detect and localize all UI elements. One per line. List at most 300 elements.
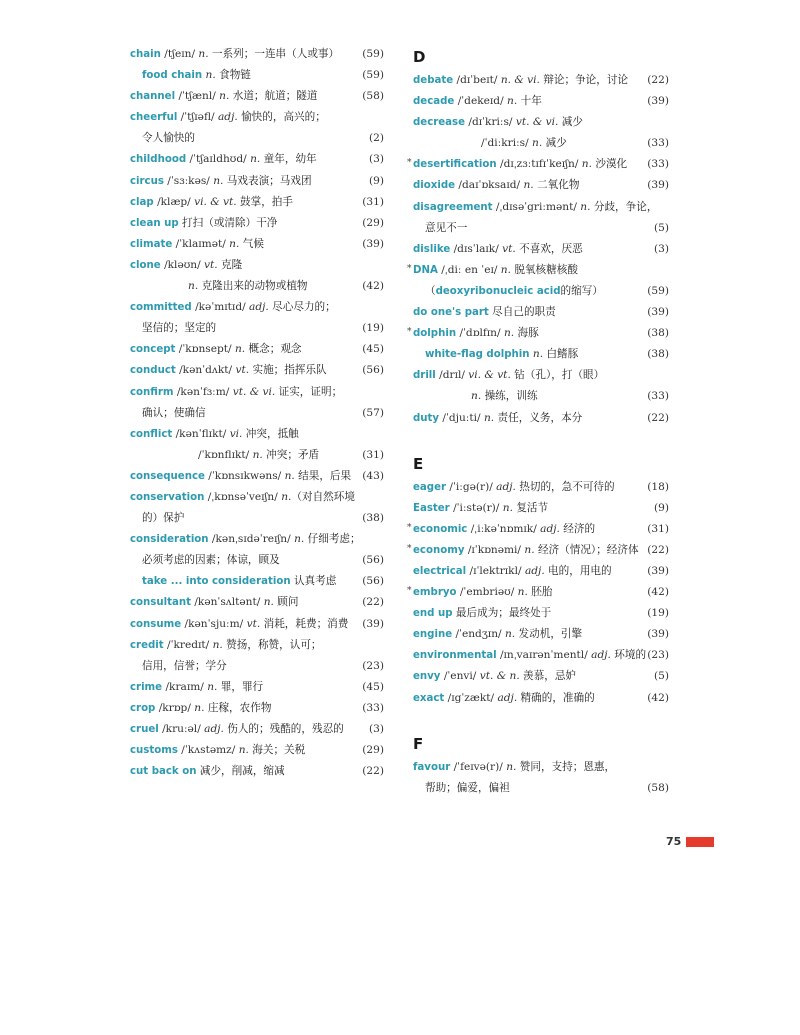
definition: 减少，削减，缩减 (196, 765, 285, 778)
glossary-entry (130, 128, 384, 149)
part-of-speech: n. (229, 237, 240, 250)
definition-cont: 的缩写） (560, 284, 603, 297)
glossary-entry (130, 255, 384, 276)
phonetic: /ˈkɒnsept/ (175, 343, 235, 356)
entry-text (413, 91, 542, 112)
part-of-speech: n. (281, 490, 292, 503)
part-of-speech: n. (213, 174, 224, 187)
unit-page-ref: (22) (362, 596, 384, 609)
glossary-entry (407, 260, 669, 281)
definition: 鼓掌，拍手 (236, 195, 293, 208)
part-of-speech: adj. (249, 301, 269, 314)
unit-page-ref: (42) (647, 586, 669, 599)
entry-text (413, 70, 628, 91)
phonetic: /klæp/ (153, 195, 195, 208)
section-letter-heading: F (413, 734, 424, 753)
entry-text (142, 128, 195, 149)
unit-page-ref: (29) (362, 216, 384, 229)
definition: 白鳍豚 (543, 348, 579, 361)
glossary-entry (407, 582, 669, 603)
unit-page-ref: (22) (647, 411, 669, 424)
entry-text (413, 582, 552, 603)
definition: 令人愉快的 (142, 132, 195, 145)
glossary-entry (413, 112, 669, 133)
unit-page-ref: (59) (362, 69, 384, 82)
unit-page-ref: (23) (362, 659, 384, 672)
entry-text (130, 677, 263, 698)
unit-page-ref: (56) (362, 364, 384, 377)
definition: （ (425, 284, 436, 297)
part-of-speech: n. (532, 137, 543, 150)
unit-page-ref: (3) (653, 242, 669, 255)
headword-inline: deoxyribonucleic acid (435, 285, 561, 297)
phonetic: /kləʊn/ (160, 258, 205, 271)
phonetic: /ˌkɒnsəˈveɪʃn/ (204, 490, 282, 503)
definition: 罪，罪行 (217, 680, 264, 693)
unit-page-ref: (19) (647, 607, 669, 620)
definition: 责任，义务，本分 (494, 411, 583, 424)
unit-page-ref: (31) (362, 195, 384, 208)
glossary-entry (130, 677, 384, 698)
glossary-entry (413, 239, 669, 260)
entry-star-marker: * (407, 327, 412, 338)
phonetic: /kəˈmɪtɪd/ (191, 301, 250, 314)
definition: 发动机，引擎 (515, 628, 583, 641)
part-of-speech: n. (502, 501, 513, 514)
glossary-entry (130, 719, 384, 740)
unit-page-ref: (33) (362, 701, 384, 714)
entry-text (130, 382, 342, 403)
glossary-entry (130, 149, 384, 170)
headword: cut back on (130, 766, 197, 778)
glossary-entry (413, 91, 669, 112)
glossary-entry (413, 778, 669, 799)
unit-page-ref: (59) (647, 284, 669, 297)
entry-text (425, 344, 578, 365)
headword: disagreement (413, 201, 493, 213)
headword: economic (413, 523, 468, 535)
entry-text (413, 561, 612, 582)
part-of-speech: n. (506, 760, 517, 773)
glossary-entry (130, 171, 384, 192)
definition: 最后成为；最终处于 (452, 607, 552, 620)
definition: 钻（孔），打（眼） (510, 369, 605, 382)
part-of-speech: adj. (524, 564, 545, 577)
glossary-entry (130, 550, 384, 571)
entry-text (471, 386, 538, 407)
definition: 童年，幼年 (260, 153, 317, 166)
part-of-speech: n. (202, 69, 216, 82)
entry-text (413, 498, 548, 519)
definition: 打扫（或清除）干净 (178, 216, 278, 229)
entry-text (130, 44, 339, 65)
part-of-speech: n. (580, 200, 591, 213)
part-of-speech: vt. & n. (479, 670, 520, 683)
section-letter-heading: E (413, 454, 424, 473)
phonetic: /ˈembriəʊ/ (456, 586, 518, 599)
phonetic: /drɪl/ (435, 369, 469, 382)
glossary-entry (130, 318, 384, 339)
definition: 减少 (558, 116, 583, 129)
glossary-entry (413, 477, 669, 498)
phonetic: /dɪˌzɜːtɪfɪˈkeɪʃn/ (496, 158, 582, 171)
definition: 认真考虑 (290, 575, 337, 588)
headword: exact (413, 692, 445, 704)
entry-text (413, 302, 556, 323)
entry-text (413, 365, 604, 386)
headword: climate (130, 238, 173, 250)
glossary-entry (130, 234, 384, 255)
definition: 的）保护 (142, 512, 185, 525)
unit-page-ref: (33) (647, 158, 669, 171)
glossary-entry (413, 365, 669, 386)
unit-page-ref: (23) (647, 649, 669, 662)
phonetic: /kənˈdʌkt/ (175, 364, 236, 377)
headword: DNA (413, 264, 438, 276)
headword: decrease (413, 117, 466, 129)
entry-text (188, 276, 308, 297)
headword: envy (413, 671, 441, 683)
definition: 热切的，急不可待的 (515, 480, 615, 493)
section-gap (413, 429, 669, 451)
headword: duty (413, 412, 440, 424)
entry-star-marker: * (407, 158, 412, 169)
part-of-speech: n. (507, 95, 518, 108)
glossary-entry (413, 666, 669, 687)
unit-page-ref: (22) (647, 74, 669, 86)
glossary-entry (130, 403, 384, 424)
glossary-entry (130, 86, 384, 107)
definition: 消耗，耗费；消费 (260, 617, 349, 630)
glossary-entry (130, 592, 384, 613)
part-of-speech: adj. (217, 111, 238, 124)
part-of-speech: n. (284, 469, 295, 482)
phonetic: /ˈiːstə(r)/ (449, 501, 503, 514)
unit-page-ref: (31) (362, 448, 384, 461)
unit-page-ref: (38) (647, 348, 669, 361)
glossary-entry (413, 498, 669, 519)
unit-page-ref: (18) (647, 480, 669, 493)
entry-text (413, 603, 551, 624)
entry-text (413, 197, 657, 218)
entry-text (130, 635, 322, 656)
glossary-entry (130, 382, 384, 403)
entry-text (130, 339, 302, 360)
entry-text (142, 318, 216, 339)
definition: 证实，证明； (275, 385, 343, 398)
glossary-entry (413, 645, 669, 666)
unit-page-ref: (39) (647, 95, 669, 108)
part-of-speech: vt. (235, 364, 250, 377)
phonetic: /ˈkɒnflɪkt/ (198, 448, 253, 461)
entry-text (130, 698, 271, 719)
entry-text (413, 540, 639, 561)
phonetic: /krɒp/ (155, 701, 195, 714)
headword: confirm (130, 386, 174, 398)
headword: clean up (130, 217, 179, 229)
entry-text (142, 403, 206, 424)
definition: 一系列；一连串（人或事） (208, 48, 340, 60)
glossary-entry (130, 614, 384, 635)
entry-text (413, 154, 627, 175)
unit-page-ref: (39) (647, 179, 669, 192)
definition: 结果，后果 (294, 469, 352, 482)
headword: conduct (130, 365, 176, 377)
part-of-speech: n. (294, 533, 305, 546)
glossary-entry (130, 740, 384, 761)
headword: white-flag dolphin (425, 349, 530, 361)
part-of-speech: vt. (204, 258, 218, 271)
definition: 操练，训练 (481, 390, 538, 403)
definition: 冲突，抵触 (242, 427, 299, 440)
glossary-entry (413, 624, 669, 645)
part-of-speech: n. (471, 390, 482, 403)
headword: consideration (130, 534, 209, 546)
definition: 食物链 (215, 69, 251, 82)
entry-text (130, 171, 312, 192)
entry-text (413, 645, 646, 666)
definition: 仔细考虑； (304, 533, 361, 546)
definition: 气候 (239, 237, 264, 250)
entry-text (481, 133, 567, 154)
glossary-entry (413, 197, 669, 218)
headword: economy (413, 544, 465, 556)
glossary-entry (413, 688, 669, 709)
definition: 赞扬，称赞，认可； (222, 638, 322, 651)
part-of-speech: vt. (246, 617, 261, 630)
glossary-entry (413, 408, 669, 429)
entry-text (130, 192, 293, 213)
glossary-entry (413, 70, 669, 91)
entry-text (130, 255, 242, 276)
unit-page-ref: (3) (368, 723, 384, 735)
entry-text (130, 234, 264, 255)
part-of-speech: n. (483, 411, 495, 424)
definition: 信用，信誉；学分 (142, 659, 227, 672)
unit-page-ref: (42) (647, 691, 669, 704)
part-of-speech: n. (263, 596, 274, 609)
definition: 羡慕，忌妒 (519, 670, 577, 683)
headword: drill (413, 370, 436, 382)
unit-page-ref: (39) (647, 564, 669, 577)
definition: 实施；指挥乐队 (249, 364, 327, 377)
phonetic: /ˈdjuːti/ (439, 411, 484, 424)
definition: 复活节 (512, 501, 549, 514)
glossary-entry (413, 281, 669, 302)
headword: dioxide (413, 180, 456, 192)
definition: 胚胎 (527, 586, 553, 599)
entry-text (142, 508, 184, 529)
entry-text (413, 666, 576, 687)
entry-text (413, 757, 615, 778)
part-of-speech: vi. & vt. (194, 195, 237, 208)
unit-page-ref: (56) (362, 554, 384, 567)
headword: conflict (130, 428, 173, 440)
phonetic: /tʃeɪn/ (160, 48, 199, 60)
headword: conservation (130, 491, 205, 503)
entry-text (413, 477, 615, 498)
glossary-entry (130, 297, 384, 318)
headword: customs (130, 745, 178, 757)
definition: 必须考虑的因素；体谅，顾及 (142, 554, 280, 567)
phonetic: /ˈsɜːkəs/ (163, 174, 214, 187)
definition: 克隆 (217, 258, 243, 271)
glossary-entry (130, 698, 384, 719)
phonetic: /kənˈsjuːm/ (181, 617, 247, 630)
entry-text (130, 761, 285, 782)
glossary-entry (130, 65, 384, 86)
definition: 辩论；争论，讨论 (539, 74, 629, 86)
glossary-entry (413, 175, 669, 196)
glossary-entry (413, 561, 669, 582)
headword: dislike (413, 243, 451, 255)
unit-page-ref: (29) (362, 744, 384, 757)
entry-text (130, 487, 355, 508)
glossary-entry (413, 133, 669, 154)
entry-text (425, 281, 603, 302)
part-of-speech: n. (517, 586, 528, 599)
entry-star-marker: * (407, 543, 412, 554)
phonetic: /dɪˈbeɪt/ (453, 74, 501, 86)
part-of-speech: n. (503, 327, 515, 340)
unit-page-ref: (43) (362, 469, 384, 482)
page-accent-bar (686, 837, 714, 847)
phonetic: /kənˌsɪdəˈreɪʃn/ (208, 533, 295, 546)
headword: clap (130, 196, 154, 208)
unit-page-ref: (19) (362, 322, 384, 335)
part-of-speech: vt. & vi. (232, 385, 276, 398)
phonetic: /ˌiːkəˈnɒmɪk/ (467, 522, 541, 535)
unit-page-ref: (2) (368, 132, 384, 145)
headword: food chain (142, 70, 203, 82)
phonetic: /ˈdekeɪd/ (454, 95, 508, 108)
part-of-speech: adj. (496, 480, 516, 493)
headword: crime (130, 681, 163, 693)
definition: 冲突；矛盾 (262, 448, 320, 461)
entry-text (425, 778, 510, 799)
entry-text (130, 424, 299, 445)
entry-text (130, 466, 351, 487)
headword: favour (413, 761, 451, 773)
headword: electrical (413, 565, 467, 577)
definition: 帮助；偏爱，偏袒 (425, 781, 510, 794)
entry-text (413, 519, 595, 540)
phonetic: /kənˈflɪkt/ (172, 427, 230, 440)
part-of-speech: adj. (591, 649, 611, 662)
unit-page-ref: (33) (647, 390, 669, 403)
entry-text (413, 239, 583, 260)
glossary-entry (130, 487, 384, 508)
phonetic: /ˈtʃaɪldhʊd/ (186, 153, 251, 166)
entry-text (130, 592, 298, 613)
entry-text (425, 218, 467, 239)
glossary-entry (130, 656, 384, 677)
entry-text (130, 740, 305, 761)
part-of-speech: n. (238, 744, 249, 757)
headword: clone (130, 259, 161, 271)
unit-page-ref: (56) (362, 575, 384, 588)
part-of-speech: n. (504, 628, 516, 641)
headword: consultant (130, 597, 191, 609)
part-of-speech: n. (194, 701, 205, 714)
definition: 概念；观念 (245, 343, 302, 356)
definition: 精确的，准确的 (517, 691, 595, 704)
part-of-speech: n. (207, 680, 218, 693)
headword: consequence (130, 470, 205, 482)
phonetic: /ˈiːgə(r)/ (446, 480, 497, 493)
phonetic: /ɪˈkɒnəmi/ (464, 543, 525, 556)
entry-text (142, 571, 336, 592)
glossary-entry (130, 339, 384, 360)
glossary-entry (130, 192, 384, 213)
part-of-speech: n. (234, 343, 246, 356)
glossary-entry (413, 344, 669, 365)
headword: desertification (413, 159, 497, 171)
glossary-entry (413, 302, 669, 323)
headword: consume (130, 618, 182, 630)
phonetic: /daɪˈɒksaɪd/ (455, 179, 524, 192)
headword: end up (413, 608, 453, 620)
headword: dolphin (413, 328, 457, 340)
part-of-speech: n. (252, 448, 263, 461)
definition: （对自然环境 (291, 490, 355, 503)
glossary-entry (130, 360, 384, 381)
glossary-entry (407, 519, 669, 540)
glossary-entry (407, 540, 669, 561)
unit-page-ref: (9) (653, 501, 669, 514)
unit-page-ref: (58) (362, 90, 384, 103)
definition: 愉快的，高兴的； (237, 111, 326, 124)
glossary-entry (413, 757, 669, 778)
part-of-speech: vi. (229, 427, 243, 440)
entry-text (142, 65, 251, 86)
unit-page-ref: (42) (362, 280, 384, 293)
headword: engine (413, 629, 453, 641)
part-of-speech: adj. (497, 691, 518, 704)
headword: concept (130, 344, 176, 356)
part-of-speech: n. (524, 543, 535, 556)
glossary-entry (130, 466, 384, 487)
definition: 海豚 (514, 327, 539, 340)
part-of-speech: vi. & vt. (468, 369, 511, 382)
glossary-entry (130, 445, 384, 466)
unit-page-ref: (45) (362, 343, 384, 356)
unit-page-ref: (39) (647, 628, 669, 641)
part-of-speech: n. (198, 48, 209, 60)
right-column (407, 44, 669, 799)
unit-page-ref: (5) (653, 221, 669, 234)
phonetic: /ɪgˈzækt/ (444, 691, 498, 704)
glossary-entry (407, 323, 669, 344)
definition: 减少 (542, 137, 567, 150)
definition: 尽自己的职责 (488, 306, 556, 319)
headword: take ... into consideration (142, 576, 291, 588)
phonetic: /ˈklaɪmət/ (172, 237, 230, 250)
definition: 经济（情况）；经济体 (534, 543, 639, 556)
glossary-entry (130, 529, 384, 550)
unit-page-ref: (33) (647, 137, 669, 150)
part-of-speech: adj. (540, 522, 560, 535)
part-of-speech: n. (500, 263, 511, 276)
unit-page-ref: (45) (362, 680, 384, 693)
definition: 二氧化物 (533, 179, 580, 192)
entry-text (130, 86, 318, 107)
headword: Easter (413, 502, 450, 514)
phonetic: /ˈfeɪvə(r)/ (450, 760, 507, 773)
phonetic: /ˌdiː en ˈeɪ/ (437, 263, 501, 276)
entry-text (413, 624, 582, 645)
definition: 坚信的；坚定的 (142, 322, 217, 335)
